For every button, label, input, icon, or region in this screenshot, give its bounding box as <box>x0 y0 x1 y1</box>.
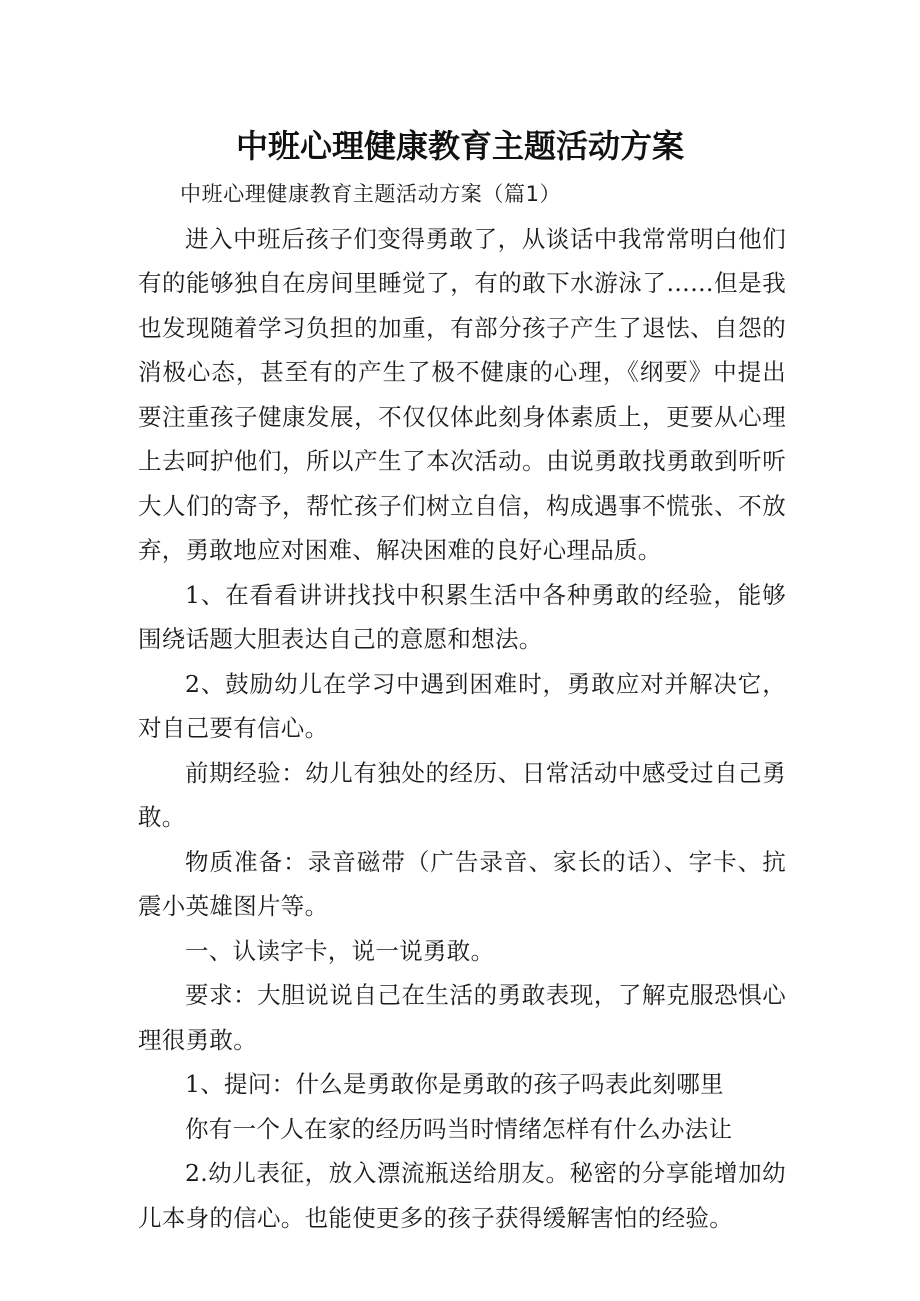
paragraph-prior-experience: 前期经验：幼儿有独处的经历、日常活动中感受过自己勇敢。 <box>138 758 786 831</box>
paragraph-step-2: 2.幼儿表征，放入漂流瓶送给朋友。秘密的分享能增加幼儿本身的信心。也能使更多的孩子获得缓解害怕的经验。 <box>138 1159 786 1232</box>
paragraph-materials: 物质准备：录音磁带（广告录音、家长的话）、字卡、抗震小英雄图片等。 <box>138 847 786 920</box>
paragraph-goal-2: 2、鼓励幼儿在学习中遇到困难时，勇敢应对并解决它，对自己要有信心。 <box>138 669 786 742</box>
paragraph-goal-1: 1、在看看讲讲找找中积累生活中各种勇敢的经验，能够围绕话题大胆表达自己的意愿和想法。 <box>138 580 786 653</box>
paragraph-question-1: 1、提问：什么是勇敢你是勇敢的孩子吗表此刻哪里 <box>185 1070 724 1098</box>
paragraph-step-1: 一、认读字卡，说一说勇敢。 <box>185 936 495 965</box>
section-subtitle: 中班心理健康教育主题活动方案（篇1） <box>180 182 562 206</box>
paragraph-requirement: 要求：大胆说说自己在生活的勇敢表现，了解克服恐惧心理很勇敢。 <box>138 981 786 1054</box>
document-body <box>138 172 786 1240</box>
document-title: 中班心理健康教育主题活动方案 <box>235 127 684 165</box>
paragraph-question-2: 你有一个人在家的经历吗当时情绪怎样有什么办法让 <box>185 1114 733 1143</box>
paragraph-intro: 进入中班后孩子们变得勇敢了，从谈话中我常常明白他们有的能够独自在房间里睡觉了，有的敢下水游泳了……但是我也发现随着学习负担的加重，有部分孩子产生了退怯、自怨的消极心态，甚至有的产生了极不健康的心理，《纲要》中提出要注重孩子健康发展，不仅仅体此刻身体素质上，更要从心理上去呵护他们，所以产生了本次活动。由说勇敢找勇敢到听听大人们的寄予，帮忙孩子们树立自信，构成遇事不慌张、不放弃，勇敢地应对困难、解决困难的良好心理品质。 <box>138 224 786 564</box>
